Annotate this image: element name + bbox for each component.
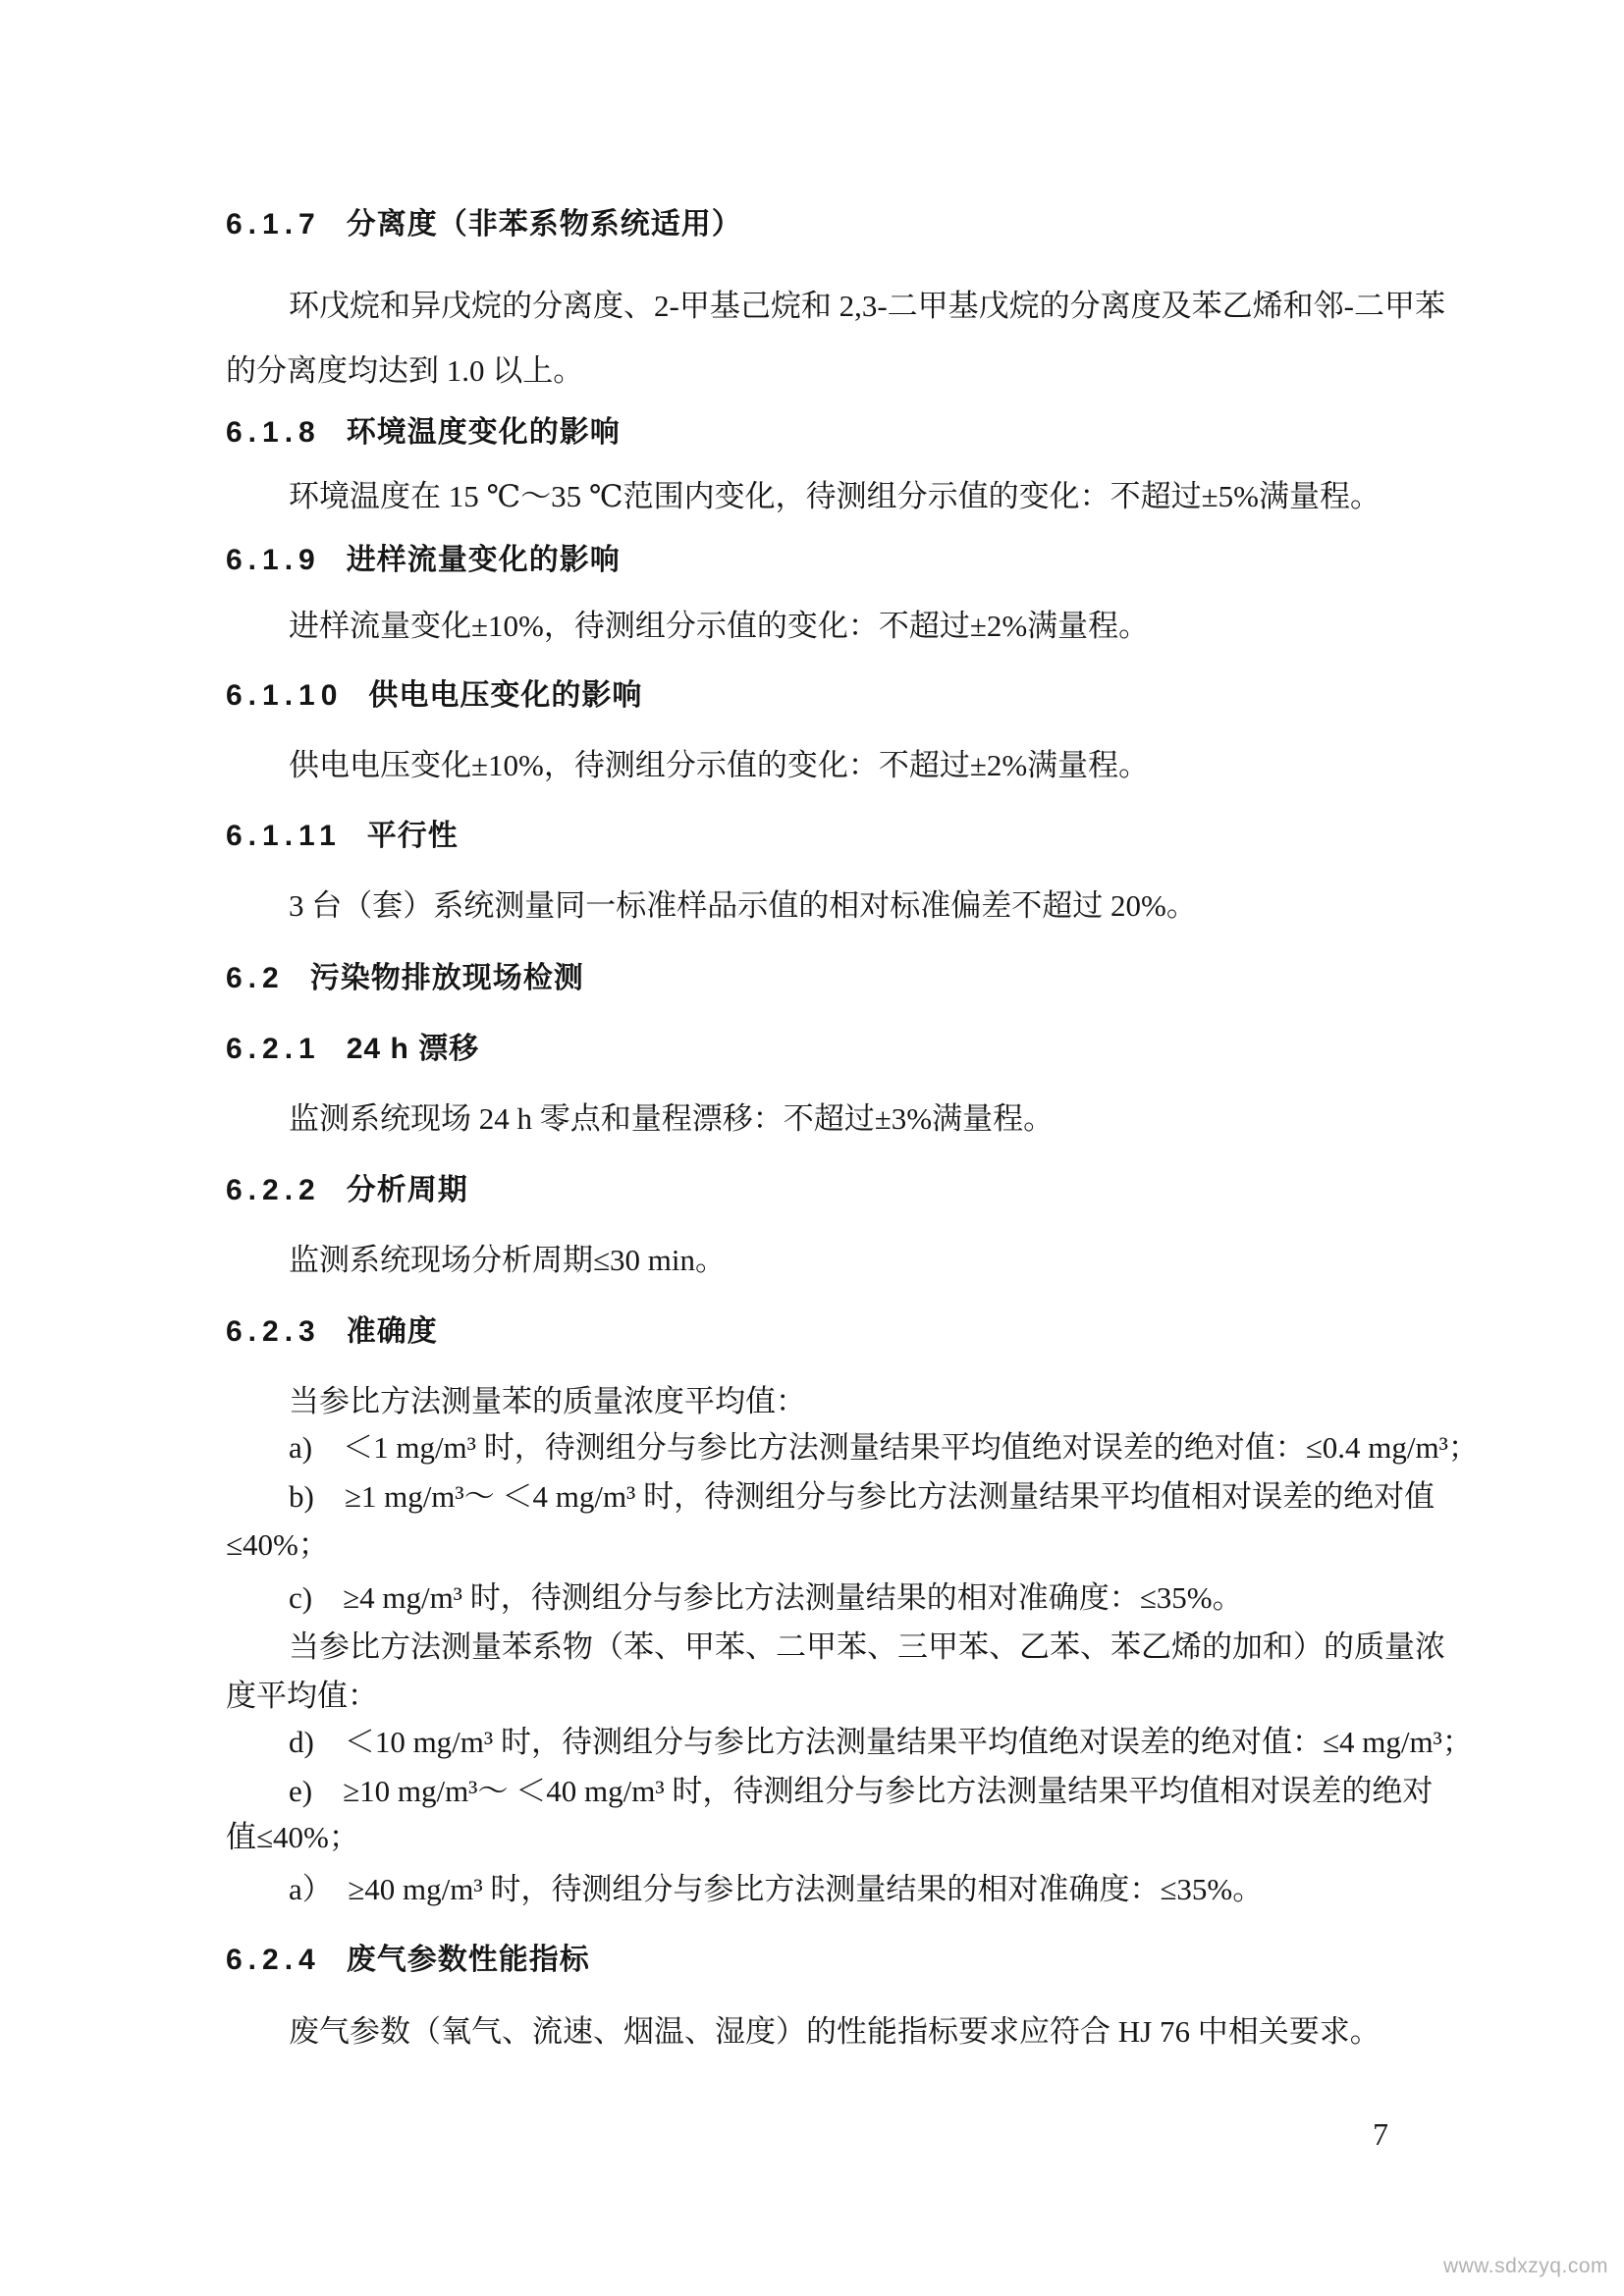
list-item-e-continued: 值≤40%； xyxy=(226,1820,359,1854)
paragraph-line: 度平均值： xyxy=(226,1679,378,1713)
list-item-b-continued: ≤40%； xyxy=(226,1527,329,1562)
paragraph-line: 监测系统现场 24 h 零点和量程漂移：不超过±3%满量程。 xyxy=(289,1101,1055,1136)
section-number: 6.1.8 xyxy=(226,416,321,449)
list-item-a: a) ＜1 mg/m³ 时，待测组分与参比方法测量结果平均值绝对误差的绝对值：≤0.4 mg/m³； xyxy=(289,1430,1479,1465)
paragraph-line: 环境温度在 15 ℃～35 ℃范围内变化，待测组分示值的变化：不超过±5%满量程。 xyxy=(289,479,1380,513)
section-number: 6.2.1 xyxy=(226,1033,321,1065)
list-item-d: d) ＜10 mg/m³ 时，待测组分与参比方法测量结果平均值绝对误差的绝对值：≤4 mg/m³； xyxy=(289,1725,1473,1759)
watermark: www.sdxzyq.com xyxy=(1442,2255,1608,2277)
section-number: 6.2.3 xyxy=(226,1315,321,1348)
section-heading-6-1-8 xyxy=(226,416,621,450)
paragraph-line: 监测系统现场分析周期≤30 min。 xyxy=(289,1243,726,1277)
section-title: 废气参数性能指标 xyxy=(346,1944,590,1976)
section-title: 24 h 漂移 xyxy=(346,1033,480,1065)
section-number: 6.1.11 xyxy=(226,820,342,852)
section-heading-6-1-9 xyxy=(226,544,621,577)
section-title: 平行性 xyxy=(366,820,459,852)
list-item-c: c) ≥4 mg/m³ 时，待测组分与参比方法测量结果的相对准确度：≤35%。 xyxy=(289,1580,1243,1615)
section-heading-6-2 xyxy=(226,962,584,995)
section-number: 6.2.4 xyxy=(226,1944,321,1976)
section-number: 6.1.7 xyxy=(226,208,321,240)
section-heading-6-2-4 xyxy=(226,1944,590,1977)
section-heading-6-1-11 xyxy=(226,820,459,853)
list-item-e: e) ≥10 mg/m³～ ＜40 mg/m³ 时，待测组分与参比方法测量结果平均值相对误差的绝对 xyxy=(289,1774,1434,1808)
section-title: 分离度（非苯系物系统适用） xyxy=(346,208,742,240)
paragraph-line: 当参比方法测量苯系物（苯、甲苯、二甲苯、三甲苯、乙苯、苯乙烯的加和）的质量浓 xyxy=(289,1629,1445,1664)
paragraph-line: 3 台（套）系统测量同一标准样品示值的相对标准偏差不超过 20%。 xyxy=(289,888,1197,923)
paragraph-line: 废气参数（氧气、流速、烟温、湿度）的性能指标要求应符合 HJ 76 中相关要求。 xyxy=(289,2014,1380,2049)
section-title: 分析周期 xyxy=(346,1174,468,1206)
paragraph-line: 供电电压变化±10%，待测组分示值的变化：不超过±2%满量程。 xyxy=(289,748,1150,782)
section-heading-6-2-1 xyxy=(226,1033,479,1066)
page-number: 7 xyxy=(1373,2116,1388,2152)
section-number: 6.2.2 xyxy=(226,1174,321,1206)
section-title: 环境温度变化的影响 xyxy=(346,416,621,449)
section-heading-6-1-7 xyxy=(226,208,742,241)
section-number: 6.1.9 xyxy=(226,544,321,576)
paragraph-line: 进样流量变化±10%，待测组分示值的变化：不超过±2%满量程。 xyxy=(289,609,1150,643)
section-number: 6.2 xyxy=(226,962,285,994)
list-item-b: b) ≥1 mg/m³～ ＜4 mg/m³ 时，待测组分与参比方法测量结果平均值相对误差的绝对值 xyxy=(289,1479,1435,1514)
section-heading-6-1-10 xyxy=(226,679,642,713)
section-heading-6-2-3 xyxy=(226,1315,438,1349)
list-item-a2: a） ≥40 mg/m³ 时，待测组分与参比方法测量结果的相对准确度：≤35%。 xyxy=(289,1872,1264,1906)
paragraph-line: 当参比方法测量苯的质量浓度平均值： xyxy=(289,1384,806,1418)
section-title: 污染物排放现场检测 xyxy=(309,962,584,994)
section-title: 进样流量变化的影响 xyxy=(346,544,621,576)
paragraph-line: 环戊烷和异戊烷的分离度、2-甲基己烷和 2,3-二甲基戊烷的分离度及苯乙烯和邻-二甲苯 xyxy=(289,289,1445,323)
section-heading-6-2-2 xyxy=(226,1174,468,1207)
section-title: 供电电压变化的影响 xyxy=(368,679,643,712)
paragraph-line: 的分离度均达到 1.0 以上。 xyxy=(226,353,584,388)
section-title: 准确度 xyxy=(346,1315,438,1348)
section-number: 6.1.10 xyxy=(226,679,344,712)
